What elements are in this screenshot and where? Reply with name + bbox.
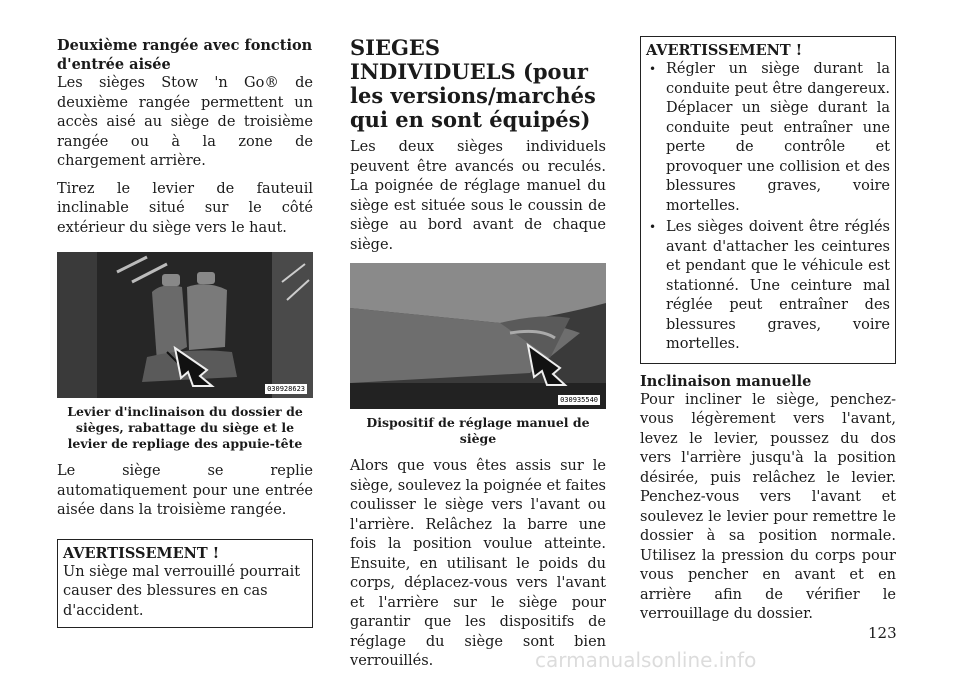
column-left <box>57 36 313 628</box>
warning-list <box>646 60 890 355</box>
paragraph: Tirez le levier de fauteuil inclinable situé sur le côté extérieur du siège vers le haut. <box>57 180 313 236</box>
paragraph: Pour incliner le siège, penchez-vous légèrement vers l'avant, levez le levier, poussez du dos vers l'arrière jusqu'à la position désirée, puis relâchez le levier. Penchez-vous vers l'avant et soulevez le levier pour remettre le dossier à sa position normale. Utilisez la pression du corps pour vous pencher en avant et en arrière afin de vérifier le verrouillage du dossier. <box>640 391 896 622</box>
warning-text: Un siège mal verrouillé pourrait causer des blessures en cas d'accident. <box>63 563 301 619</box>
section-heading-recline: Inclinaison manuelle <box>640 372 812 390</box>
paragraph: Alors que vous êtes assis sur le siège, soulevez la poignée et faites coulisser le siège vers l'avant ou l'arrière. Relâchez la barre une fois la position voulue atteinte. Ensuite, en utilisant le poids du corps, déplacez-vous vers l'avant et l'arrière sur le siège pour garantir que les dispositifs de réglage du siège sont bien verrouillés. <box>350 458 606 669</box>
bullet-icon: • <box>649 62 657 76</box>
warning-title: AVERTISSEMENT ! <box>646 42 803 59</box>
section-heading-entry: Deuxième rangée avec fonction d'entrée aisée <box>57 37 313 73</box>
watermark: carmanualsonline.info <box>535 648 757 672</box>
column-middle <box>350 36 606 680</box>
list-item <box>646 218 890 355</box>
figure-caption: Dispositif de réglage manuel de siège <box>366 415 590 446</box>
adjuster-illustration <box>350 263 606 409</box>
warning-title: AVERTISSEMENT ! <box>63 544 220 562</box>
page-number: 123 <box>868 624 897 642</box>
list-item-text: Régler un siège durant la conduite peut être dangereux. Déplacer un siège durant la conduite peut entraîner une perte de contrôle et provoquer une collision et des blessures graves, voire mortelles. <box>666 61 890 214</box>
list-item <box>646 60 890 216</box>
figure-id: 030928623 <box>267 385 305 393</box>
column-right <box>640 36 896 633</box>
paragraph: Les sièges Stow 'n Go® de deuxième rangée permettent un accès aisé au siège de troisième rangée ou à la zone de chargement arrière. <box>57 75 313 169</box>
bullet-icon: • <box>649 220 657 234</box>
section-heading-individual-seats: SIEGES INDIVIDUELS (pour les versions/marchés qui en sont équipés) <box>350 35 596 132</box>
paragraph: Les deux sièges individuels peuvent être avancés ou reculés. La poignée de réglage manuel du siège est située sous le coussin de siège au bord avant de chaque siège. <box>350 139 606 253</box>
figure-caption: Levier d'inclinaison du dossier de sièges, rabattage du siège et le levier de repliage des appuie-tête <box>67 404 303 451</box>
paragraph: Le siège se replie automatiquement pour une entrée aisée dans la troisième rangée. <box>57 463 313 518</box>
seat-illustration <box>57 252 313 398</box>
seat-recline-photo <box>57 252 313 398</box>
warning-box <box>57 539 313 629</box>
figure-id: 030935540 <box>560 396 598 404</box>
warning-box <box>640 36 896 364</box>
seat-adjuster-photo <box>350 263 606 409</box>
list-item-text: Les sièges doivent être réglés avant d'attacher les ceintures et pendant que le véhicule est stationné. Une ceinture mal réglée peut entraîner des blessures graves, voire mortelles. <box>666 219 890 352</box>
